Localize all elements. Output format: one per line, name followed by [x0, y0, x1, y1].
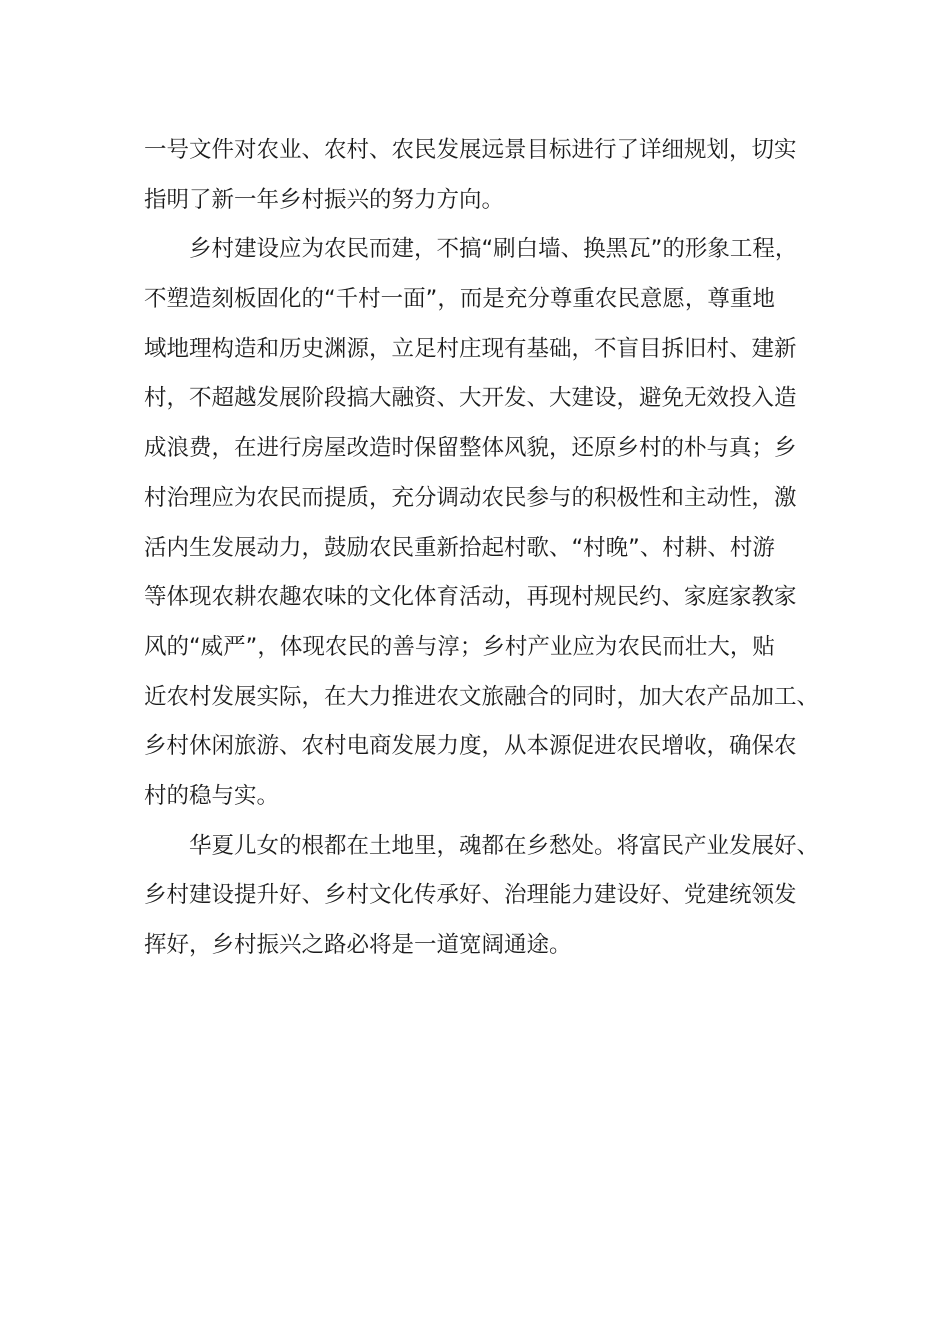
paragraph-1 — [144, 126, 824, 225]
text-line: 村治理应为农民而提质，充分调动农民参与的积极性和主动性，激 — [144, 484, 797, 511]
text-line: 村，不超越发展阶段搞大融资、大开发、大建设，避免无效投入造 — [144, 385, 797, 412]
text-line: 乡村建设提升好、乡村文化传承好、治理能力建设好、党建统领发 — [144, 882, 797, 909]
text-line: 域地理构造和历史渊源，立足村庄现有基础，不盲目拆旧村、建新 — [144, 335, 797, 362]
text-line: 指明了新一年乡村振兴的努力方向。 — [144, 186, 505, 213]
paragraph-3 — [144, 822, 824, 971]
text-line: 一号文件对农业、农村、农民发展远景目标进行了详细规划，切实 — [144, 137, 797, 163]
text-line: 挥好，乡村振兴之路必将是一道宽阔通途。 — [144, 932, 572, 958]
text-line: 乡村休闲旅游、农村电商发展力度，从本源促进农民增收，确保农 — [144, 733, 797, 760]
text-line: 不塑造刻板固化的“千村一面”，而是充分尊重农民意愿，尊重地 — [144, 286, 775, 313]
text-line: 华夏儿女的根都在土地里，魂都在乡愁处。将富民产业发展好、 — [189, 832, 820, 859]
text-line: 风的“威严”，体现农民的善与淳；乡村产业应为农民而壮大，贴 — [144, 633, 775, 660]
paragraph-2 — [144, 225, 824, 821]
text-line: 成浪费，在进行房屋改造时保留整体风貌，还原乡村的朴与真；乡 — [144, 435, 797, 462]
text-line: 村的稳与实。 — [144, 782, 280, 809]
text-line: 等体现农耕农趣农味的文化体育活动，再现村规民约、家庭家教家 — [144, 584, 797, 611]
document-body — [144, 126, 824, 971]
text-line: 乡村建设应为农民而建，不搞“刷白墙、换黑瓦”的形象工程， — [189, 236, 798, 263]
text-line: 活内生发展动力，鼓励农民重新拾起村歌、“村晚”、村耕、村游 — [144, 534, 775, 561]
text-line: 近农村发展实际，在大力推进农文旅融合的同时，加大农产品加工、 — [144, 683, 820, 710]
